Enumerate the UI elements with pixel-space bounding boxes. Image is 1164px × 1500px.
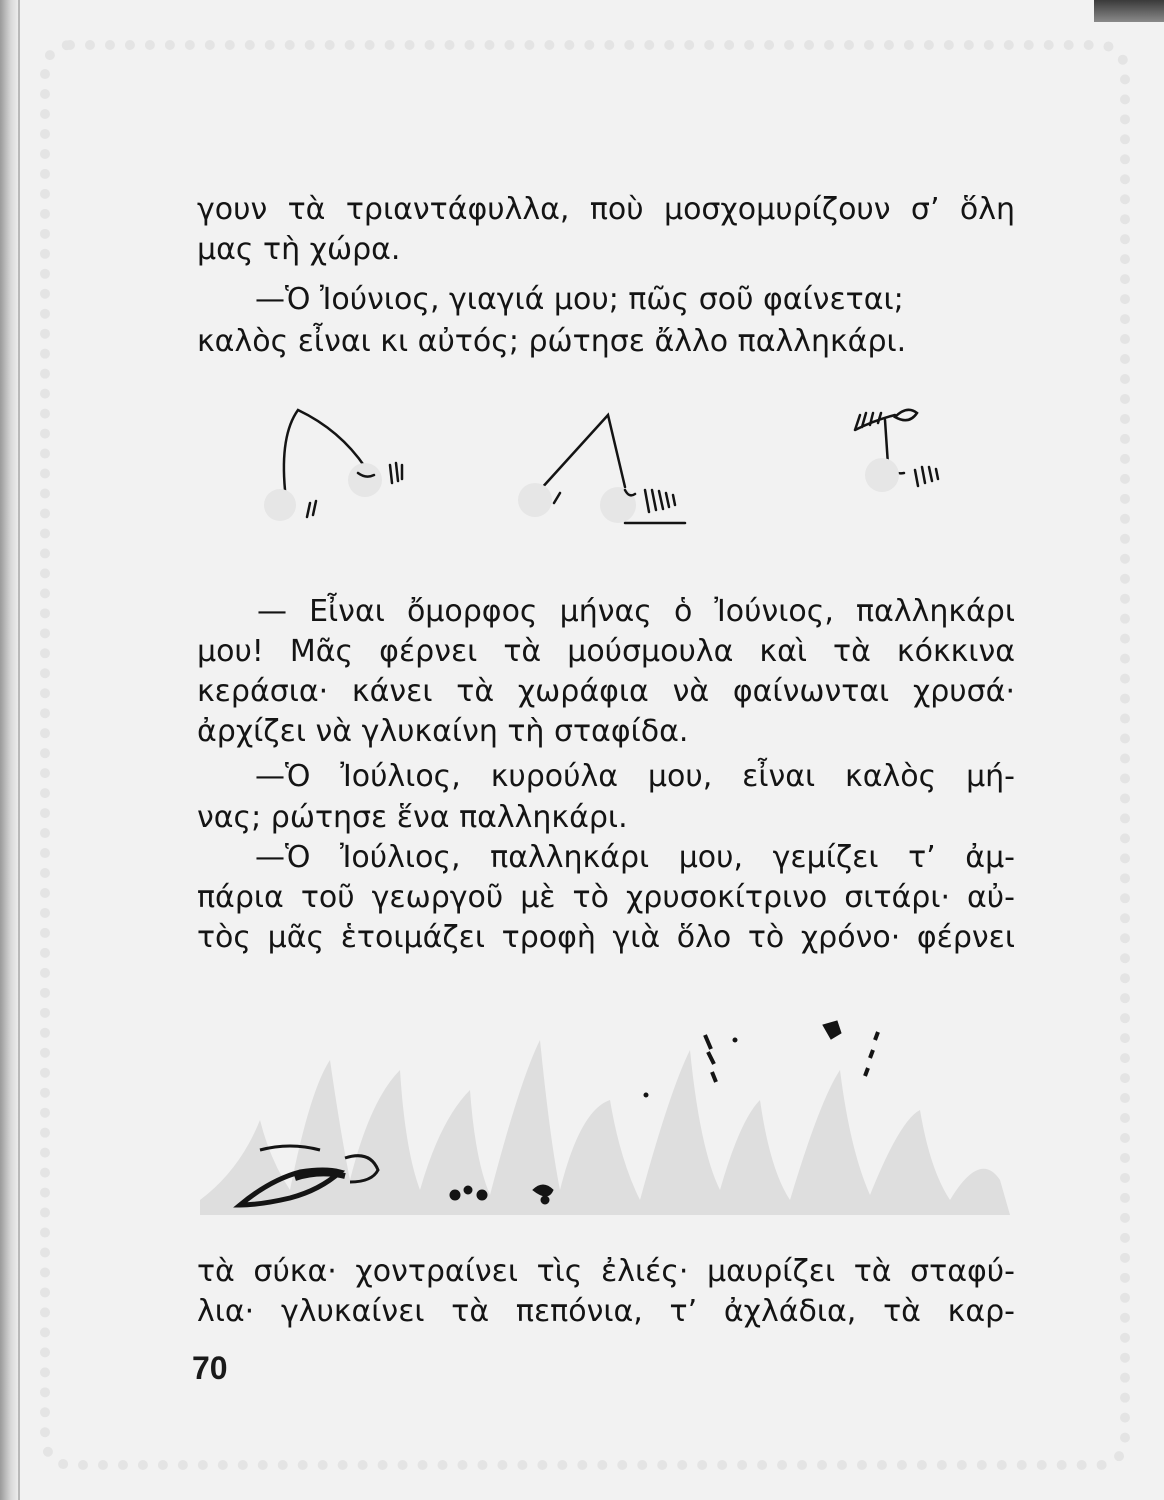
field-illustration xyxy=(200,1000,1020,1230)
text-line: —Ὁ Ἰούλιος, παλληκάρι μου, γεμίζει τ’ ἀμ- xyxy=(255,840,1015,875)
book-spine xyxy=(0,0,18,1500)
text-line: —Ὁ Ἰούνιος, γιαγιά μου; πῶς σοῦ φαίνεται; xyxy=(255,282,904,317)
text-line: λια· γλυκαίνει τὰ πεπόνια, τ’ ἀχλάδια, τὰ καρ- xyxy=(197,1294,1015,1329)
text-line: νας; ρώτησε ἕνα παλληκάρι. xyxy=(197,800,628,835)
text-line: —Ὁ Ἰούλιος, κυρούλα μου, εἶναι καλὸς μή- xyxy=(255,759,1015,794)
text-line: μας τὴ χώρα. xyxy=(197,232,401,267)
text-line: γουν τὰ τριαντάφυλλα, ποὺ μοσχομυρίζουν σ’ ὅλη xyxy=(197,192,1015,227)
text-line: τὸς μᾶς ἑτοιμάζει τροφὴ γιὰ ὅλο τὸ χρόνο· φέρνει xyxy=(197,920,1015,955)
cherries-illustration xyxy=(240,395,1040,555)
text-line: — Εἶναι ὄμορφος μήνας ὁ Ἰούνιος, παλληκάρι xyxy=(257,594,1015,629)
text-line: πάρια τοῦ γεωργοῦ μὲ τὸ χρυσοκίτρινο σιτάρι· αὐ- xyxy=(197,880,1015,915)
spine-edge xyxy=(18,0,20,1500)
text-line: τὰ σύκα· χοντραίνει τὶς ἐλιές· μαυρίζει τὰ σταφύ- xyxy=(197,1254,1015,1289)
page-corner-shadow xyxy=(1094,0,1164,22)
text-line: καλὸς εἶναι κι αὐτός; ρώτησε ἄλλο παλληκάρι. xyxy=(197,324,907,359)
text-line: ἀρχίζει νὰ γλυκαίνη τὴ σταφίδα. xyxy=(197,714,689,749)
page-number: 70 xyxy=(192,1350,228,1386)
text-line: μου! Μᾶς φέρνει τὰ μούσμουλα καὶ τὰ κόκκινα xyxy=(197,634,1015,669)
text-line: κεράσια· κάνει τὰ χωράφια νὰ φαίνωνται χρυσά· xyxy=(197,674,1015,709)
